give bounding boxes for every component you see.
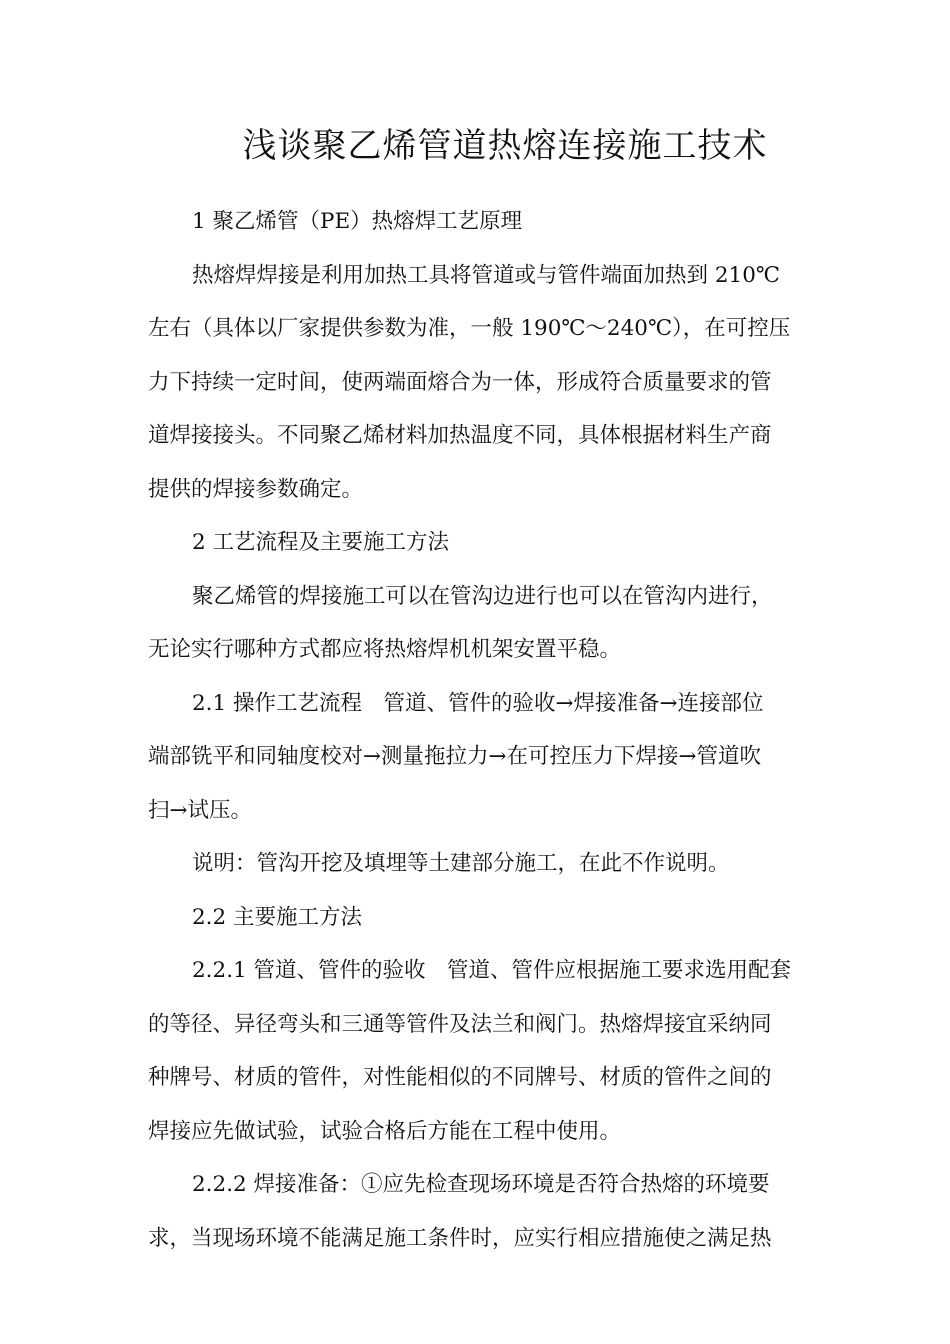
body-text-line: 2.2.2 焊接准备：①应先检查现场环境是否符合热熔的环境要 <box>192 1172 770 1197</box>
body-text-line: 求，当现场环境不能满足施工条件时，应实行相应措施使之满足热 <box>148 1225 772 1251</box>
document-title: 浅谈聚乙烯管道热熔连接施工技术 <box>242 126 768 166</box>
document-body <box>148 195 808 1265</box>
body-text-line: 道焊接接头。不同聚乙烯材料加热温度不同，具体根据材料生产商 <box>148 423 772 448</box>
body-text-line: 左右（具体以厂家提供参数为准，一般 190℃～240℃），在可控压 <box>148 316 791 341</box>
body-text-line: 2 工艺流程及主要施工方法 <box>192 530 450 555</box>
body-text-line: 力下持续一定时间，使两端面熔合为一体，形成符合质量要求的管 <box>148 369 772 395</box>
body-text-line: 的等径、异径弯头和三通等管件及法兰和阀门。热熔焊接宜采纳同 <box>148 1011 772 1037</box>
body-text-line: 2.2.1 管道、管件的验收 管道、管件应根据施工要求选用配套 <box>192 958 792 983</box>
body-text-line: 种牌号、材质的管件，对性能相似的不同牌号、材质的管件之间的 <box>148 1065 772 1090</box>
body-text-line: 无论实行哪种方式都应将热熔焊机机架安置平稳。 <box>148 637 622 662</box>
body-text-line: 提供的焊接参数确定。 <box>148 476 364 502</box>
body-text-line: 说明：管沟开挖及填埋等土建部分施工，在此不作说明。 <box>192 851 730 876</box>
body-text-line: 1 聚乙烯管（PE）热熔焊工艺原理 <box>192 209 523 234</box>
body-text-line: 2.2 主要施工方法 <box>192 904 363 930</box>
body-text-line: 端部铣平和同轴度校对→测量拖拉力→在可控压力下焊接→管道吹 <box>148 744 762 769</box>
body-text-line: 扫→试压。 <box>148 797 253 823</box>
body-text-line: 焊接应先做试验，试验合格后方能在工程中使用。 <box>148 1118 622 1144</box>
body-text-line: 聚乙烯管的焊接施工可以在管沟边进行也可以在管沟内进行， <box>192 583 773 609</box>
body-text-line: 热熔焊焊接是利用加热工具将管道或与管件端面加热到 210℃ <box>192 262 780 288</box>
body-text-line: 2.1 操作工艺流程 管道、管件的验收→焊接准备→连接部位 <box>192 690 764 716</box>
